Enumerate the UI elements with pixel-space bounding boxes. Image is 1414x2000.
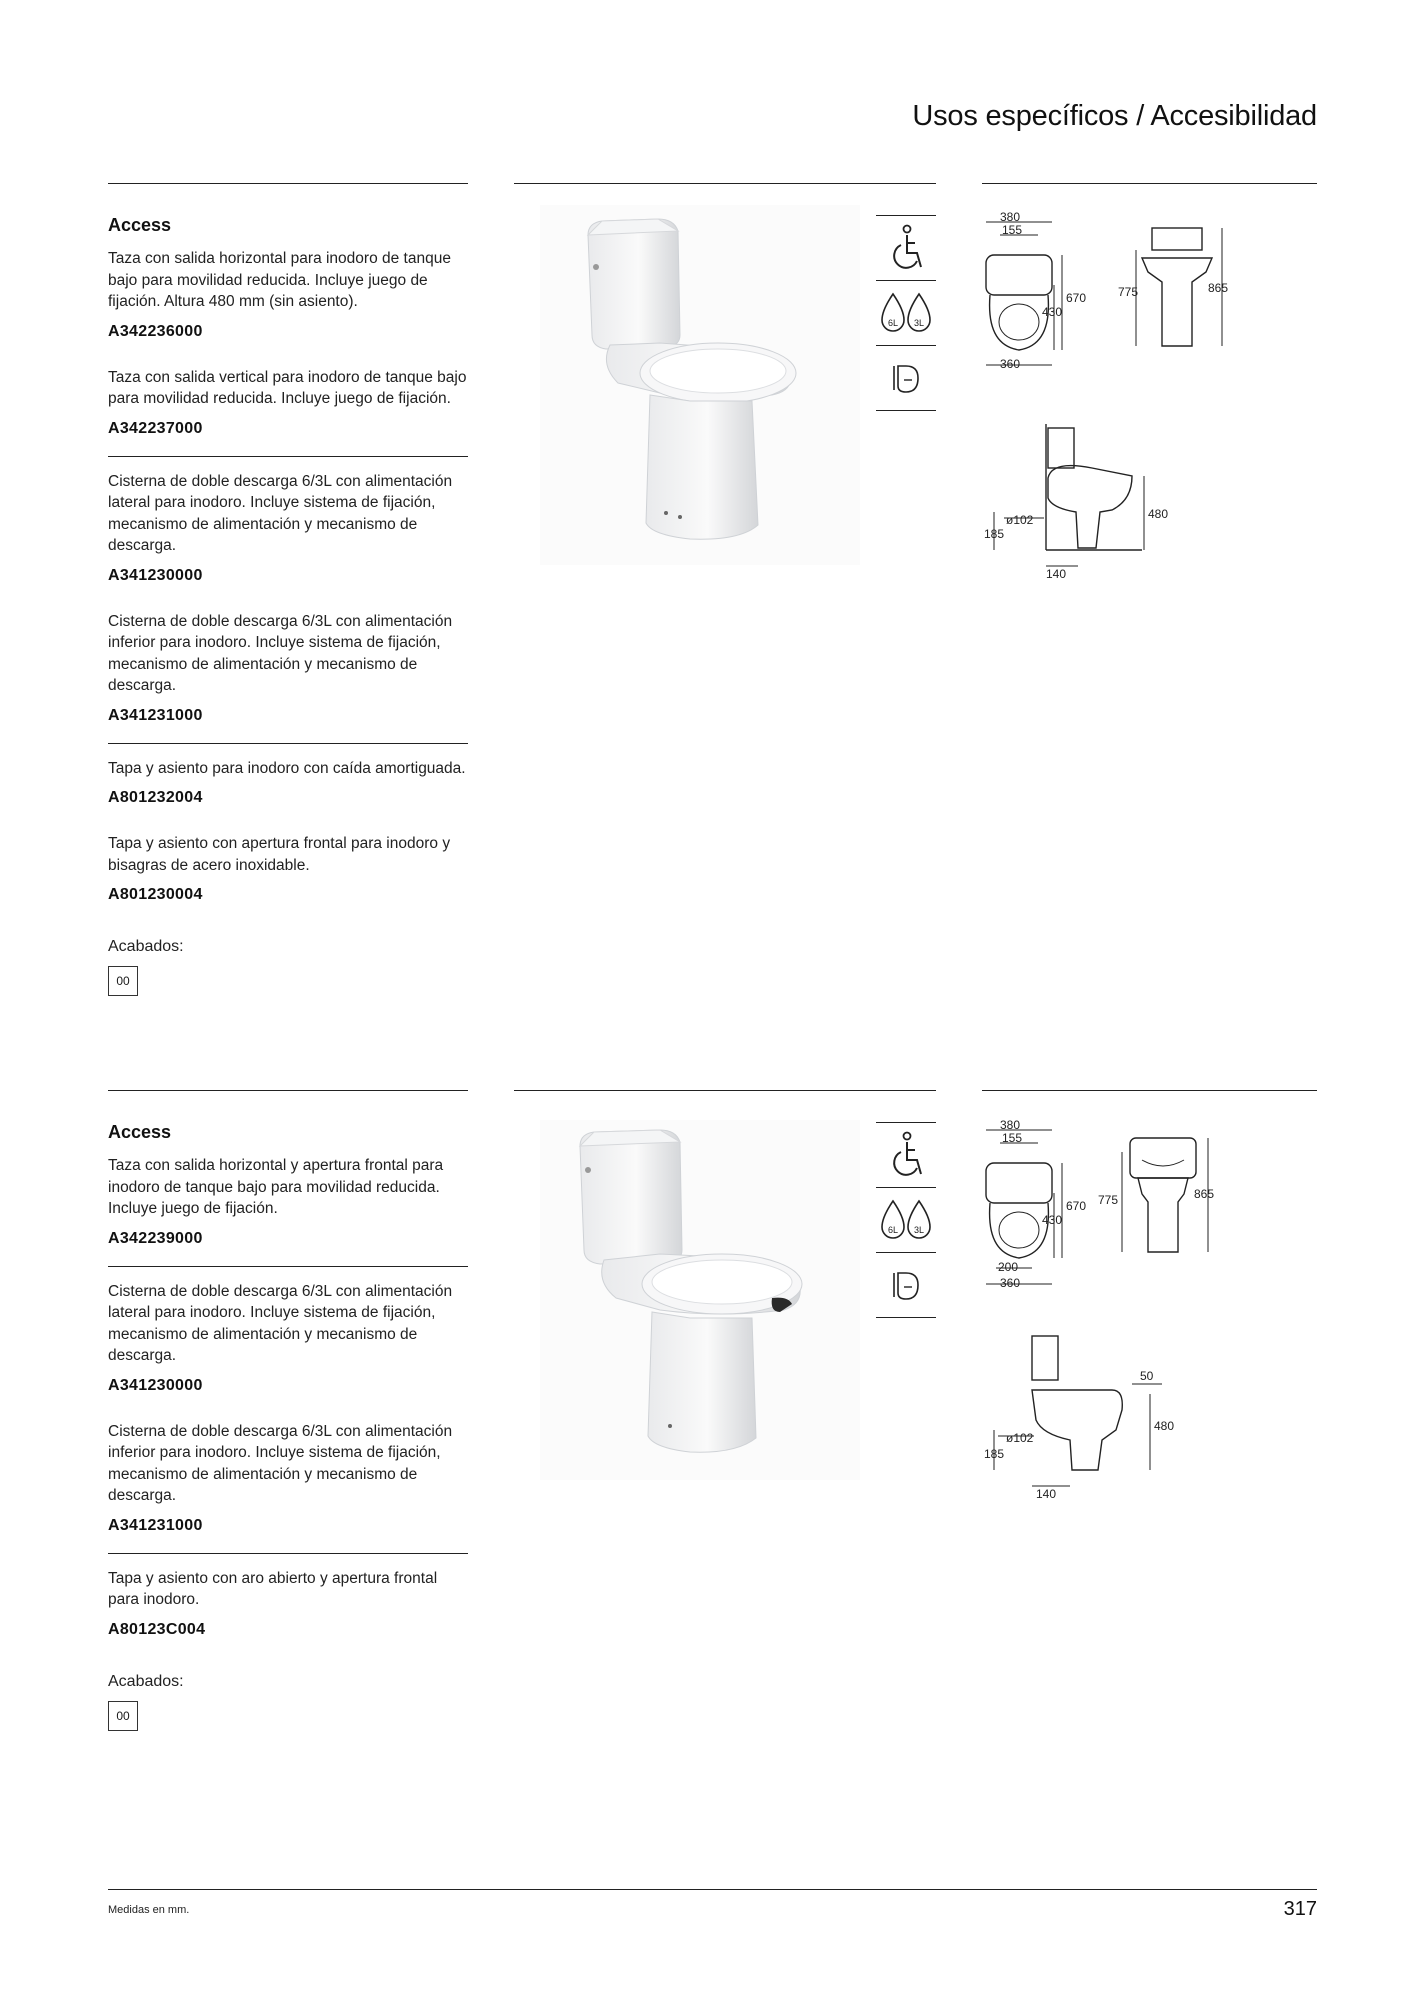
product-code: A342236000 [108,322,203,340]
technical-drawing-top [982,1118,1242,1298]
footer-rule [108,1889,1317,1890]
dim-depth: 670 [1066,1199,1087,1213]
section-title: Access [108,215,172,235]
section-rule-text [108,1090,468,1091]
product-description: Cisterna de doble descarga 6/3L con alimentación lateral para inodoro. Incluye sistema de fijación, mecanismo de alimentación y mecanismo de descarga. [108,1282,453,1364]
dim-total-height: 865 [1208,281,1229,295]
dim-depth-2: 430 [1042,1213,1063,1227]
product-item [108,1281,468,1395]
section-rule-drawing [982,1090,1317,1091]
dim-total-height: 865 [1194,1187,1215,1201]
flush-label-6l: 6L [887,318,899,328]
dim-width: 380 [1000,1118,1021,1132]
product-code: A341230000 [108,1376,203,1394]
product-description: Cisterna de doble descarga 6/3L con alimentación inferior para inodoro. Incluye sistema de fijación, mecanismo de alimentación y mecanismo de descarga. [108,612,453,694]
dim-base: 360 [1000,1276,1021,1290]
technical-drawing-top [982,210,1242,380]
dim-pipe: ø102 [1006,513,1034,527]
wall-hung-outlet-icon [876,345,936,411]
product-group [108,743,468,905]
dim-depth-2: 430 [1042,305,1063,319]
finish-swatch[interactable]: 00 [108,1701,138,1731]
product-text-column [108,215,468,996]
product-group [108,1155,468,1248]
product-description: Tapa y asiento con aro abierto y apertura frontal para inodoro. [108,1569,438,1608]
dim-height: 775 [1098,1193,1119,1207]
section-title: Access [108,1122,172,1142]
technical-drawing-side [982,420,1182,580]
section-rule-photo [514,183,936,184]
product-description: Taza con salida horizontal para inodoro de tanque bajo para movilidad reducida. Incluye juego de fijación. Altura 480 mm (sin asiento). [108,250,451,310]
dim-width: 380 [1000,210,1021,224]
product-code: A342239000 [108,1229,203,1247]
dim-base: 360 [1000,357,1021,371]
section-rule-text [108,183,468,184]
product-code: A80123C004 [108,1620,206,1638]
finish-swatch[interactable]: 00 [108,966,138,996]
product-item [108,611,468,725]
flush-label-6l: 6L [887,1225,899,1235]
dim-depth: 670 [1066,291,1087,305]
product-group [108,248,468,438]
section-rule-photo [514,1090,936,1091]
product-item [108,1155,468,1248]
page-title: Usos específicos / Accesibilidad [912,100,1317,132]
product-code: A801232004 [108,789,203,806]
product-description: Tapa y asiento con apertura frontal para inodoro y bisagras de acero inoxidable. [108,835,451,874]
wheelchair-icon [876,215,936,280]
product-code: A341231000 [108,1516,203,1534]
dim-height: 775 [1118,285,1139,299]
product-code: A342237000 [108,419,203,437]
wheelchair-icon [876,1122,936,1187]
product-text-column [108,1122,468,1731]
product-code: A341231000 [108,706,203,724]
dim-axis: 155 [1002,1131,1023,1145]
product-item [108,833,468,904]
feature-icons [876,1122,936,1318]
product-item [108,367,468,438]
flush-label-3l: 3L [913,1225,925,1235]
dim-offset: 140 [1036,1487,1057,1500]
product-item [108,471,468,585]
dual-flush-icon [876,280,936,345]
product-item [108,758,468,808]
product-photo [540,205,860,565]
dual-flush-icon [876,1187,936,1252]
product-group [108,1266,468,1535]
dim-top: 50 [1140,1369,1154,1383]
product-description: Taza con salida horizontal y apertura frontal para inodoro de tanque bajo para movilidad reducida. Incluye juego de fijación. [108,1157,444,1217]
product-code: A341230000 [108,566,203,584]
dim-base-inner: 200 [998,1260,1019,1274]
product-item [108,248,468,341]
dim-seat-height: 480 [1154,1419,1175,1433]
flush-label-3l: 3L [913,318,925,328]
product-item [108,1421,468,1535]
finishes-label: Acabados: [108,938,184,955]
finishes-label: Acabados: [108,1672,184,1690]
product-photo [540,1120,860,1480]
page-number: 317 [1283,1898,1317,1920]
section-rule-drawing [982,183,1317,184]
dim-offset: 140 [1046,567,1067,580]
product-item [108,1568,468,1639]
dim-seat-height: 480 [1148,507,1169,521]
product-description: Cisterna de doble descarga 6/3L con alimentación lateral para inodoro. Incluye sistema de fijación, mecanismo de alimentación y mecanismo de descarga. [108,472,453,554]
product-description: Tapa y asiento para inodoro con caída amortiguada. [108,759,466,777]
feature-icons [876,215,936,411]
dim-axis: 155 [1002,223,1023,237]
dim-pipe: ø102 [1006,1431,1034,1445]
dim-outlet-height: 185 [984,527,1005,541]
product-description: Cisterna de doble descarga 6/3L con alimentación inferior para inodoro. Incluye sistema de fijación, mecanismo de alimentación y mecanismo de descarga. [108,1422,453,1504]
dim-outlet-height: 185 [984,1447,1005,1461]
footer-note: Medidas en mm. [108,1904,190,1916]
product-group [108,1553,468,1639]
technical-drawing-side [982,1330,1182,1500]
product-code: A801230004 [108,886,203,903]
wall-hung-outlet-icon [876,1252,936,1318]
product-group [108,456,468,725]
product-description: Taza con salida vertical para inodoro de tanque bajo para movilidad reducida. Incluye juego de fijación. [108,368,467,407]
